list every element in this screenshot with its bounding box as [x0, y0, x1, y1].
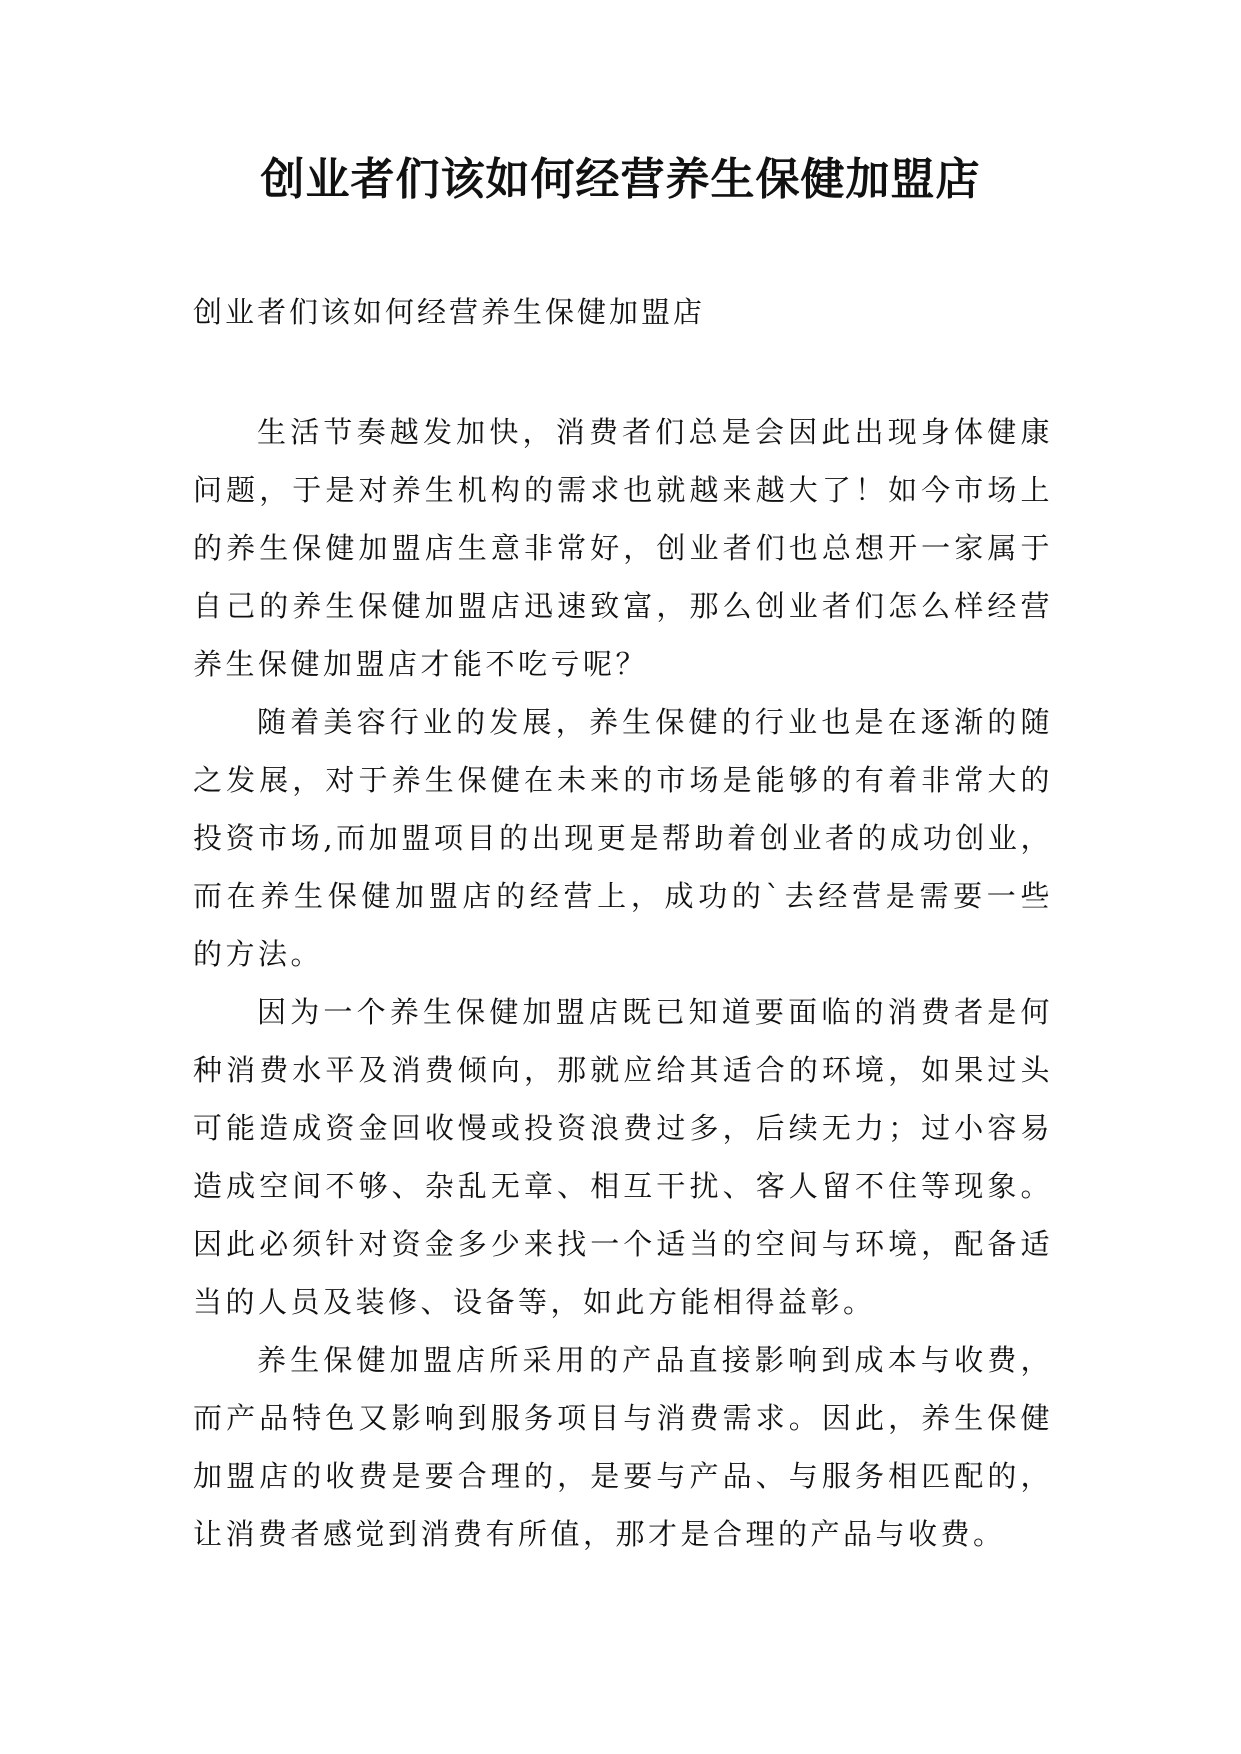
document-title: 创业者们该如何经营养生保健加盟店 [260, 154, 981, 205]
paragraph-3: 因为一个养生保健加盟店既已知道要面临的消费者是何种消费水平及消费倾向，那就应给其适合的环境，如果过头可能造成资金回收慢或投资浪费过多，后续无力；过小容易造成空间不够、杂乱无章、相互干扰、客人留不住等现象。因此必须针对资金多少来找一个适当的空间与环境，配备适当的人员及装修、设备等，如此方能相得益彰。 [193, 995, 1053, 1319]
document-subtitle: 创业者们该如何经营养生保健加盟店 [193, 295, 706, 329]
paragraph-2: 随着美容行业的发展，养生保健的行业也是在逐渐的随之发展，对于养生保健在未来的市场是能够的有着非常大的投资市场,而加盟项目的出现更是帮助着创业者的成功创业，而在养生保健加盟店的经营上，成功的`去经营是需要一些的方法。 [193, 705, 1053, 971]
document-body [193, 403, 1053, 1563]
paragraph-4: 养生保健加盟店所采用的产品直接影响到成本与收费，而产品特色又影响到服务项目与消费需求。因此，养生保健加盟店的收费是要合理的，是要与产品、与服务相匹配的，让消费者感觉到消费有所值，那才是合理的产品与收费。 [193, 1343, 1053, 1551]
paragraph-1: 生活节奏越发加快，消费者们总是会因此出现身体健康问题，于是对养生机构的需求也就越来越大了！如今市场上的养生保健加盟店生意非常好，创业者们也总想开一家属于自己的养生保健加盟店迅速致富，那么创业者们怎么样经营养生保健加盟店才能不吃亏呢？ [193, 415, 1053, 681]
